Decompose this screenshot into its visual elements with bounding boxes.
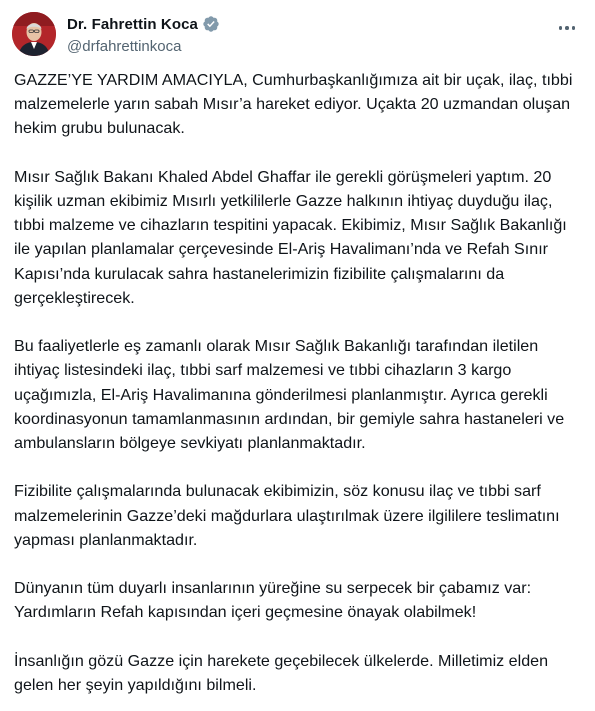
tweet-paragraph: Bu faaliyetlerle eş zamanlı olarak Mısır Sağlık Bakanlığı tarafından iletilen ihtiyaç listesindeki ilaç, tıbbi sarf malzemesi ve tıbbi cihazların 3 kargo uçağımızla, El-Ariş Havalimanına gönderilmesi planlanmıştır. Ayrıca gerekli koordinasyonun tamamlanmasının ardından, bir gemiyle sahra hastaneleri ve ambulansların bölgeye sevkiyatı planlanmaktadır.	[14, 337, 565, 453]
display-name[interactable]: Dr. Fahrettin Koca	[67, 15, 198, 33]
tweet-paragraph: Fizibilite çalışmalarında bulunacak ekibimizin, söz konusu ilaç ve tıbbi sarf malzemelerinin Gazze’deki mağdurlara ulaştırılmak üzere ilgililere teslimatını yapması planlanmaktadır.	[14, 482, 560, 549]
tweet-text	[14, 68, 580, 697]
tweet-paragraph: Mısır Sağlık Bakanı Khaled Abdel Ghaffar ile gerekli görüşmeleri yaptım. 20 kişilik uzman ekibimiz Mısırlı yetkililerle Gazze halkının ihtiyaç duyduğu ilaç, tıbbi malzeme ve cihazların tespitini yapacak. Ekibimiz, Mısır Sağlık Bakanlığı ile yapılan planlamalar çerçevesinde El-Ariş Havalimanı’nda ve Refah Sınır Kapısı’nda kurulacak sahra hastanelerimizin fizibilite çalışmalarını da gerçekleştirecek.	[14, 167, 567, 307]
name-row	[67, 14, 220, 34]
tweet-paragraph: İnsanlığın gözü Gazze için harekete geçebilecek ülkelerde. Milletimiz elden gelen her şeyin yapıldığını bilmeli.	[14, 651, 549, 694]
tweet-paragraph: GAZZE’YE YARDIM AMACIYLA, Cumhurbaşkanlığımıza ait bir uçak, ilaç, tıbbi malzemelerle yarın sabah Mısır’a hareket ediyor. Uçakta 20 uzmandan oluşan hekim grubu bulunacak.	[14, 71, 573, 138]
more-options-icon[interactable]	[555, 18, 579, 38]
tweet-paragraph: Dünyanın tüm duyarlı insanlarının yüreğine su serpecek bir çabamız var: Yardımların Refah kapısından içeri geçmesine önayak olabilmek!	[14, 579, 532, 622]
handle[interactable]: @drfahrettinkoca	[67, 38, 182, 55]
verified-badge-icon[interactable]	[202, 15, 220, 33]
tweet-header	[12, 10, 583, 60]
author-info	[67, 14, 220, 55]
avatar[interactable]	[12, 12, 56, 56]
avatar-image	[12, 12, 56, 56]
